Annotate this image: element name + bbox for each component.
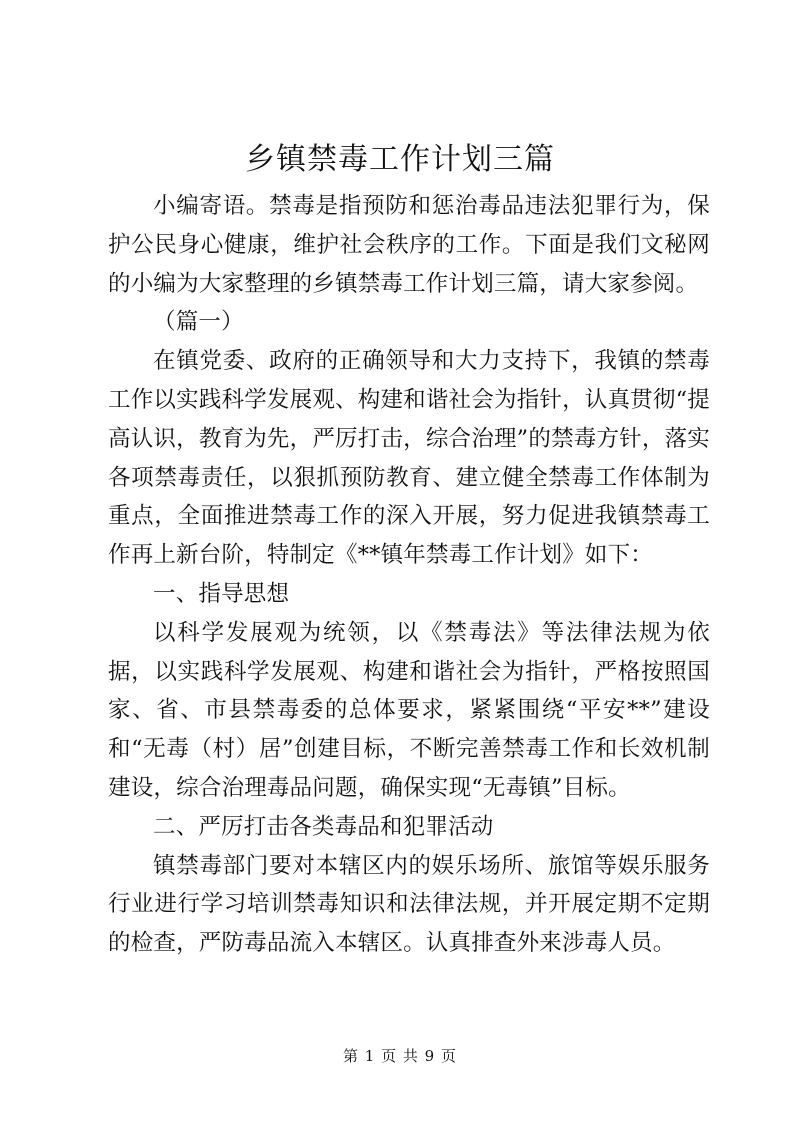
body-paragraph: 以科学发展观为统领，以《禁毒法》等法律法规为依据，以实践科学发展观、构建和谐社会为指针，严格按照国家、省、市县禁毒委的总体要求，紧紧围绕“平安**”建设和“无毒（村）居”创建目标，不断完善禁毒工作和长效机制建设，综合治理毒品问题，确保实现“无毒镇”目标。 — [108, 619, 710, 801]
section-heading-part-one: （篇一） — [153, 309, 244, 336]
document-body — [108, 187, 710, 963]
document-title: 乡镇禁毒工作计划三篇 — [245, 142, 555, 177]
intro-paragraph: 小编寄语。禁毒是指预防和惩治毒品违法犯罪行为，保护公民身心健康，维护社会秩序的工作。下面是我们文秘网的小编为大家整理的乡镇禁毒工作计划三篇，请大家参阅。 — [108, 193, 710, 297]
page-footer: 第 1 页 共 9 页 — [343, 1047, 457, 1065]
section-heading-guiding-ideology: 一、指导思想 — [153, 580, 290, 607]
section-heading-crackdown: 二、严厉打击各类毒品和犯罪活动 — [153, 813, 494, 840]
body-paragraph: 在镇党委、政府的正确领导和大力支持下，我镇的禁毒工作以实践科学发展观、构建和谐社会为指针，认真贯彻“提高认识，教育为先，严厉打击，综合治理”的禁毒方针，落实各项禁毒责任，以狠抓预防教育、建立健全禁毒工作体制为重点，全面推进禁毒工作的深入开展，努力促进我镇禁毒工作再上新台阶，特制定《**镇年禁毒工作计划》如下： — [108, 348, 710, 569]
body-paragraph: 镇禁毒部门要对本辖区内的娱乐场所、旅馆等娱乐服务行业进行学习培训禁毒知识和法律法规，并开展定期不定期的检查，严防毒品流入本辖区。认真排查外来涉毒人员。 — [108, 852, 710, 957]
